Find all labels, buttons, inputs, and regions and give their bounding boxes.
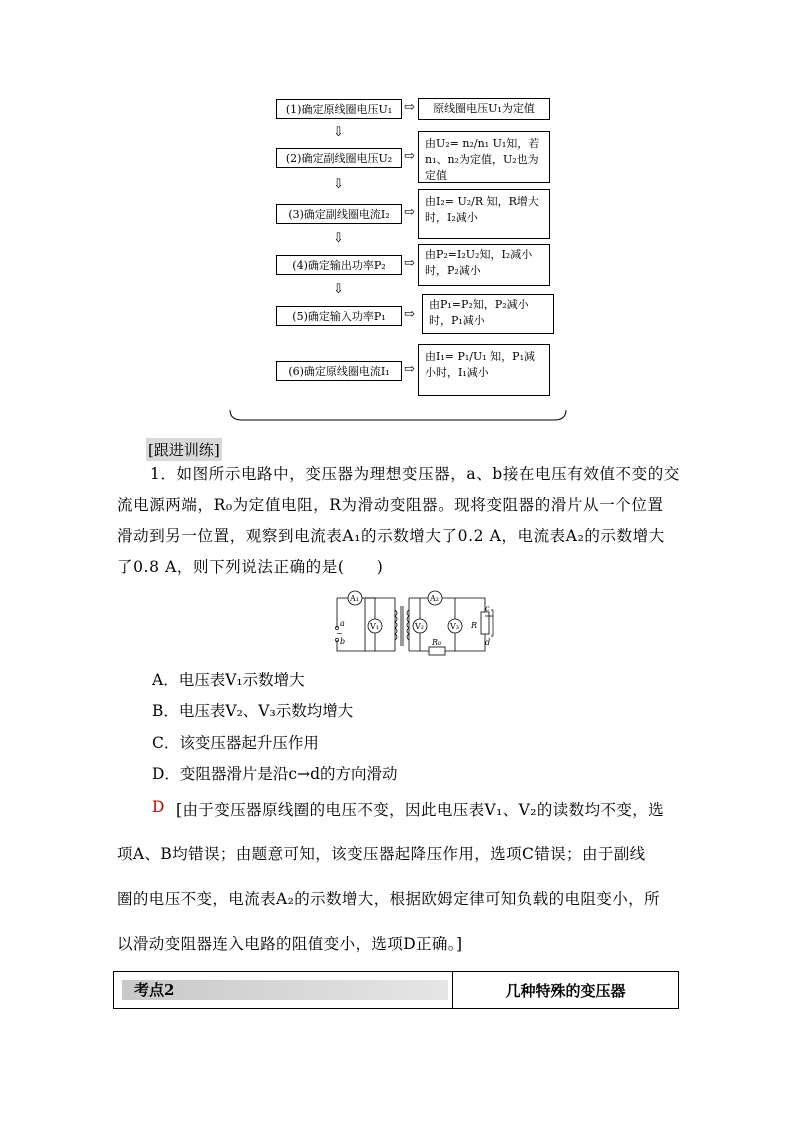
flow-result-5 [422, 294, 554, 334]
arrow-down-icon: ⇩ [333, 231, 344, 246]
label-v2: V₂ [415, 622, 424, 631]
flow-step-3 [276, 204, 402, 224]
flow-result-4-text: 由P₂=I₂U₂知，I₂减小时，P₂减小 [425, 248, 533, 277]
topic-title: 几种特殊的变压器 [505, 982, 626, 1000]
flow-step-2-text: (2)确定副线圈电压U₂ [285, 152, 393, 165]
flow-step-4-text: (4)确定输出功率P₂ [292, 259, 386, 272]
flow-result-4 [418, 244, 550, 286]
label-r: R [471, 621, 478, 630]
label-a2: A₂ [430, 594, 439, 603]
brace-decoration [228, 408, 568, 428]
option-a: A．电压表V₁示数增大 [152, 671, 305, 689]
label-a1: A₁ [350, 594, 359, 603]
arrow-right-icon: ⇨ [404, 362, 415, 377]
arrow-down-icon: ⇩ [333, 125, 344, 140]
flow-result-5-text: 由P₁=P₂知，P₂减小时，P₁减小 [429, 298, 529, 327]
label-c: c [485, 604, 490, 613]
question-line-3: 滑动到另一位置，观察到电流表A₁的示数增大了0.2 A，电流表A₂的示数增大 [117, 527, 665, 545]
label-v1: V₁ [370, 622, 379, 631]
flow-result-1-text: 原线圈电压U₁为定值 [433, 102, 535, 115]
label-b: b [340, 637, 346, 646]
question-line-2: 流电源两端，R₀为定值电阻，R为滑动变阻器。现将变阻器的滑片从一个位置 [117, 496, 664, 514]
flow-step-6 [276, 361, 402, 381]
option-d: D．变阻器滑片是沿c→d的方向滑动 [152, 765, 398, 783]
answer-line-2: 项A、B均错误；由题意可知，该变压器起降压作用，选项C错误；由于副线 [117, 845, 646, 863]
answer-letter: D [152, 798, 165, 816]
flow-result-2 [418, 131, 550, 183]
arrow-right-icon: ⇨ [404, 307, 415, 322]
circuit-diagram [325, 588, 500, 658]
arrow-right-icon: ⇨ [404, 149, 415, 164]
question-line-4: 了0.8 A，则下列说法正确的是( ) [117, 558, 384, 576]
flow-step-3-text: (3)确定副线圈电流I₂ [288, 208, 390, 221]
arrow-right-icon: ⇨ [404, 256, 415, 271]
arrow-right-icon: ⇨ [404, 100, 415, 115]
label-a: a [340, 619, 345, 628]
flow-step-2 [276, 148, 402, 168]
label-tilde: ~ [336, 629, 343, 638]
option-c: C．该变压器起升压作用 [152, 734, 319, 752]
arrow-down-icon: ⇩ [333, 177, 344, 192]
label-r0: R₀ [432, 638, 442, 647]
flow-result-2-text: 由U₂= n₂/n₁ U₁知，若n₁、n₂为定值，U₂也为定值 [425, 137, 540, 182]
answer-line-3: 圈的电压不变，电流表A₂的示数增大，根据欧姆定律可知负载的电阻变小，所 [117, 890, 660, 908]
arrow-right-icon: ⇨ [404, 205, 415, 220]
flow-step-5-text: (5)确定输入功率P₁ [292, 310, 386, 323]
flow-result-1 [418, 98, 550, 120]
section-tag: [跟进训练] [146, 438, 222, 461]
flow-step-4 [276, 255, 402, 275]
flow-result-3-text: 由I₂= U₂/R 知，R增大时，I₂减小 [425, 195, 539, 224]
flow-step-5 [276, 306, 402, 326]
label-d: d [485, 638, 491, 647]
label-v3: V₃ [450, 622, 459, 631]
resistor-r0 [429, 647, 445, 655]
flow-result-6 [418, 344, 550, 396]
question-line-1: 1．如图所示电路中，变压器为理想变压器，a、b接在电压有效值不变的交 [150, 465, 680, 483]
flow-result-3 [418, 189, 550, 239]
flow-result-6-text: 由I₁= P₁/U₁ 知，P₁减小时，I₁减小 [425, 350, 535, 379]
rheostat-r [481, 612, 489, 634]
arrow-down-icon: ⇩ [333, 282, 344, 297]
flow-step-1 [276, 99, 402, 119]
answer-line-1: [由于变压器原线圈的电压不变，因此电压表V₁、V₂的读数均不变，选 [176, 801, 665, 819]
answer-line-4: 以滑动变阻器连入电路的阻值变小，选项D正确。] [117, 935, 463, 953]
topic-header [113, 971, 679, 1009]
topic-tag: 考点2 [134, 981, 175, 999]
flow-step-6-text: (6)确定原线圈电流I₁ [288, 365, 390, 378]
flow-step-1-text: (1)确定原线圈电压U₁ [285, 103, 393, 116]
option-b: B．电压表V₂、V₃示数均增大 [152, 702, 354, 720]
